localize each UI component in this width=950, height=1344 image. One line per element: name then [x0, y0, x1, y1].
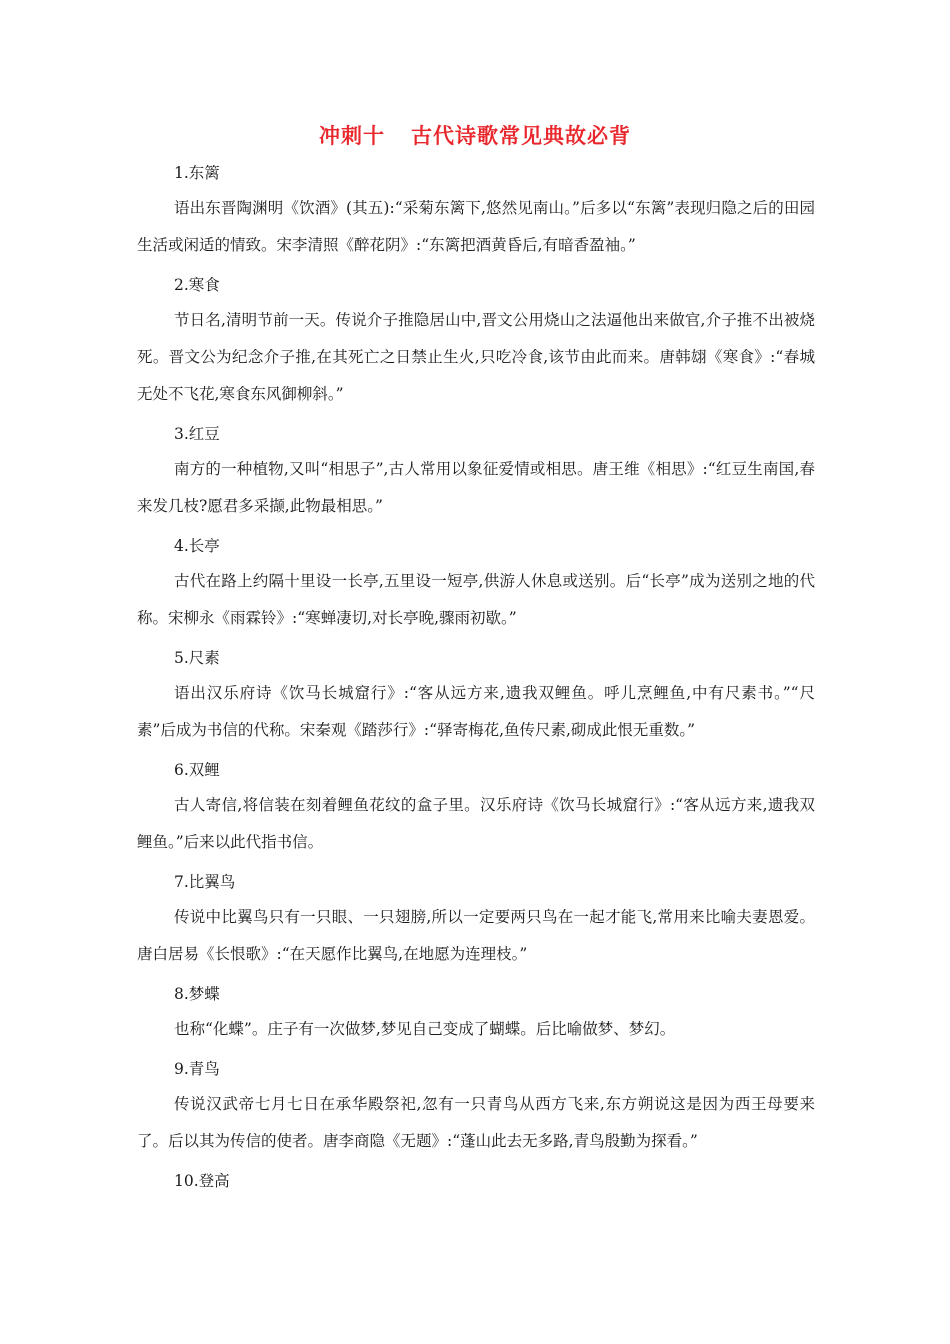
document-body: [137, 160, 815, 1194]
section-heading: 3.红豆: [174, 425, 220, 443]
section-text: 也称“化蝶”。庄子有一次做梦,梦见自己变成了蝴蝶。后比喻做梦、梦幻。: [174, 1020, 676, 1038]
section-text: 南方的一种植物,又叫“相思子”,古人常用以象征爱情或相思。唐王维《相思》:“红豆生南国,春来发几枝?愿君多采撷,此物最相思。”: [137, 460, 815, 515]
section-heading: 4.长亭: [174, 537, 220, 555]
section-heading: 10.登高: [174, 1172, 230, 1190]
section-heading: 9.青鸟: [174, 1060, 220, 1078]
section-text: 节日名,清明节前一天。传说介子推隐居山中,晋文公用烧山之法逼他出来做官,介子推不出被烧死。晋文公为纪念介子推,在其死亡之日禁止生火,只吃冷食,该节由此而来。唐韩翃《寒食》:“春城无处不飞花,寒食东风御柳斜。”: [137, 311, 815, 403]
section-text: 传说中比翼鸟只有一只眼、一只翅膀,所以一定要两只鸟在一起才能飞,常用来比喻夫妻恩爱。唐白居易《长恨歌》:“在天愿作比翼鸟,在地愿为连理枝。”: [137, 908, 815, 963]
section-text: 古代在路上约隔十里设一长亭,五里设一短亭,供游人休息或送别。后“长亭”成为送别之地的代称。宋柳永《雨霖铃》:“寒蝉凄切,对长亭晚,骤雨初歇。”: [137, 572, 815, 627]
section-text: 古人寄信,将信装在刻着鲤鱼花纹的盒子里。汉乐府诗《饮马长城窟行》:“客从远方来,遗我双鲤鱼。”后来以此代指书信。: [137, 796, 815, 851]
title-part-2: 古代诗歌常见典故必背: [411, 124, 631, 148]
section-heading: 7.比翼鸟: [174, 873, 236, 891]
section-text: 传说汉武帝七月七日在承华殿祭祀,忽有一只青鸟从西方飞来,东方朔说这是因为西王母要来了。后以其为传信的使者。唐李商隐《无题》:“蓬山此去无多路,青鸟殷勤为探看。”: [137, 1095, 815, 1150]
section-heading: 8.梦蝶: [174, 985, 220, 1003]
section-heading: 1.东篱: [174, 164, 220, 182]
section-text: 语出东晋陶渊明《饮酒》(其五):“采菊东篱下,悠然见南山。”后多以“东篱”表现归隐之后的田园生活或闲适的情致。宋李清照《醉花阴》:“东篱把酒黄昏后,有暗香盈袖。”: [137, 199, 815, 254]
section-heading: 2.寒食: [174, 276, 220, 294]
section-heading: 5.尺素: [174, 649, 220, 667]
section-heading: 6.双鲤: [174, 761, 220, 779]
page-title: [0, 120, 950, 150]
title-part-1: 冲刺十: [319, 124, 385, 148]
section-text: 语出汉乐府诗《饮马长城窟行》:“客从远方来,遗我双鲤鱼。呼儿烹鲤鱼,中有尺素书。”“尺素”后成为书信的代称。宋秦观《踏莎行》:“驿寄梅花,鱼传尺素,砌成此恨无重数。”: [137, 684, 815, 739]
